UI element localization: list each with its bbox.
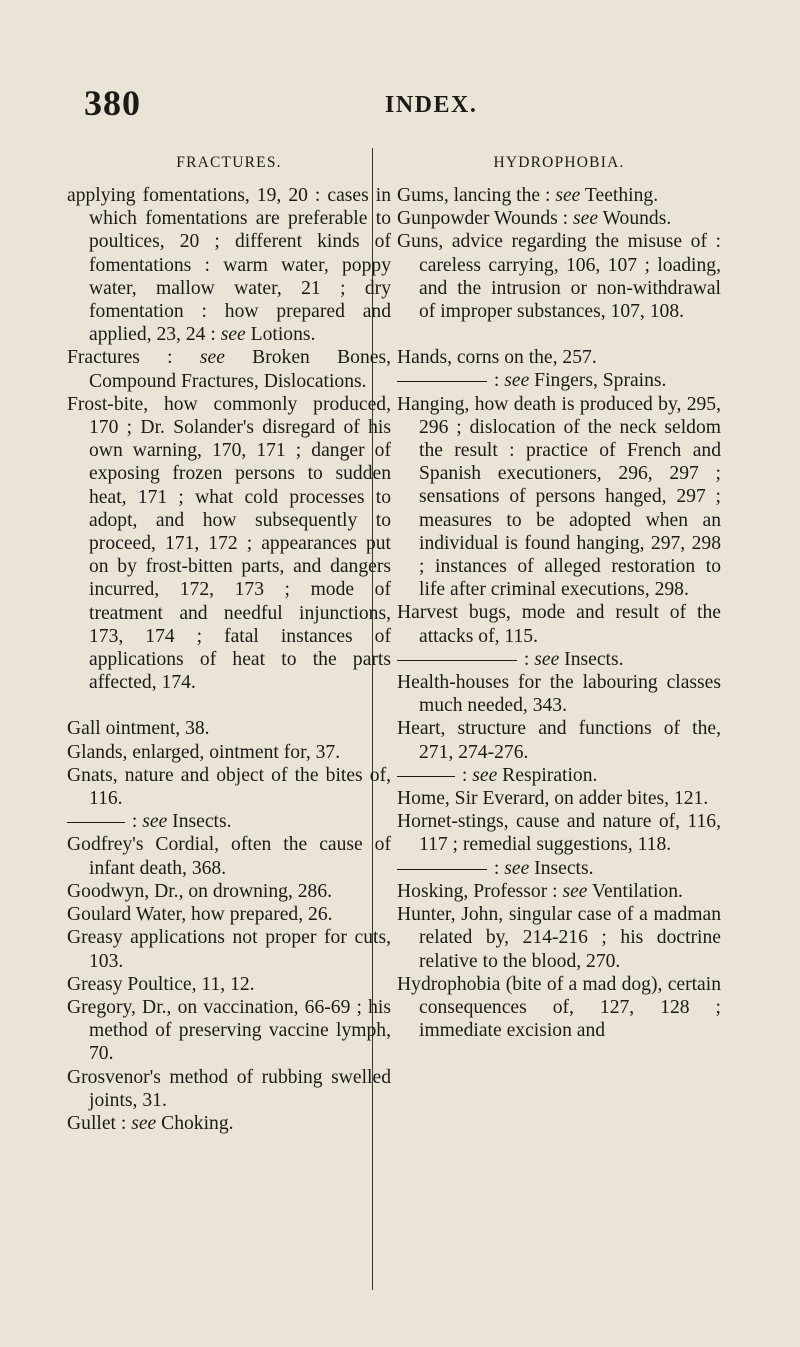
- running-head: INDEX.: [385, 92, 478, 118]
- left-column: [67, 154, 391, 1135]
- ditto-dash: [67, 822, 125, 823]
- index-entry: Guns, advice regarding the misuse of : careless carrying, 106, 107 ; loading, and the intrusion or non-withdrawal of improper substances, 107, 108.: [397, 231, 721, 323]
- page-header: [0, 82, 800, 122]
- index-entry: Hunter, John, singular case of a madman related by, 214-216 ; his doctrine relative to the blood, 270.: [397, 904, 721, 972]
- index-entry: Gunpowder Wounds : see Wounds.: [397, 208, 672, 230]
- index-entry: Gnats, nature and object of the bites of, 116.: [67, 764, 391, 810]
- page-number: 380: [84, 83, 141, 123]
- index-entry: Greasy applications not proper for cuts, 103.: [67, 927, 391, 972]
- index-entry: : see Insects.: [67, 810, 391, 833]
- index-entry: : see Insects.: [397, 857, 721, 880]
- ditto-dash: [397, 869, 487, 870]
- left-column-heading: FRACTURES.: [176, 154, 282, 171]
- index-entry: Harvest bugs, mode and result of the attacks of, 115.: [397, 602, 721, 647]
- index-entry: : see Fingers, Sprains.: [397, 369, 721, 392]
- index-entry: : see Respiration.: [397, 764, 721, 787]
- index-entry: Gums, lancing the : see Teething.: [397, 185, 659, 206]
- index-entry: Fractures : see Broken Bones, Compound Fractures, Dislocations.: [67, 347, 391, 392]
- index-entry: Hosking, Professor : see Ventilation.: [397, 880, 683, 902]
- right-column: [397, 154, 721, 1042]
- right-column-heading: HYDROPHOBIA.: [493, 154, 625, 171]
- ditto-dash: [397, 381, 487, 382]
- index-entry: Goodwyn, Dr., on drowning, 286.: [67, 880, 333, 902]
- ditto-dash: [397, 660, 517, 661]
- index-entry: Godfrey's Cordial, often the cause of infant death, 368.: [67, 834, 391, 879]
- spacer: [397, 323, 721, 346]
- index-entry: Hornet-stings, cause and nature of, 116, 117 ; remedial suggestions, 118.: [397, 811, 721, 856]
- index-entry: Gullet : see Choking.: [67, 1112, 234, 1134]
- ditto-dash: [397, 776, 455, 777]
- spacer: [67, 694, 391, 717]
- index-entry: Home, Sir Everard, on adder bites, 121.: [397, 788, 709, 810]
- index-entry: Gregory, Dr., on vaccination, 66-69 ; his method of preserving vaccine lymph, 70.: [67, 996, 391, 1065]
- index-entry: Grosvenor's method of rubbing swelled joints, 31.: [67, 1066, 391, 1111]
- index-entry: Hands, corns on the, 257.: [397, 347, 597, 369]
- index-entry: : see Insects.: [397, 648, 721, 671]
- index-entry: Glands, enlarged, ointment for, 37.: [67, 741, 341, 763]
- index-entry: Hydrophobia (bite of a mad dog), certain consequences of, 127, 128 ; immediate excision and: [397, 973, 721, 1042]
- index-entry: Frost-bite, how commonly produced, 170 ; Dr. Solander's disregard of his own warning, 170, 171 ; danger of exposing frozen persons to sudden heat, 171 ; what cold processes to adopt, and how subsequently to proceed, 171, 172 ; appearances put on by frost-bitten parts, and dangers incurred, 172, 173 ; mode of treatment and needful injunctions, 173, 174 ; fatal instances of applications of heat to the parts affected, 174.: [67, 393, 391, 694]
- index-entry: Gall ointment, 38.: [67, 718, 210, 740]
- index-entry: Greasy Poultice, 11, 12.: [67, 973, 255, 995]
- index-entry: Goulard Water, how prepared, 26.: [67, 904, 333, 926]
- index-entry: Heart, structure and functions of the, 271, 274-276.: [397, 718, 721, 763]
- index-entry: Hanging, how death is produced by, 295, 296 ; dislocation of the neck seldom the result : practice of French and Spanish executioners, 296, 297 ; sensations of persons hanged, 297 ; measures to be adopted when an individual is found hanging, 297, 298 ; instances of alleged restoration to life after criminal executions, 298.: [397, 393, 721, 601]
- index-entry: applying fomentations, 19, 20 : cases in which fomentations are preferable to poultices, 20 ; different kinds of fomentations : warm water, poppy water, mallow water, 21 ; dry fomentation : how prepared and applied, 23, 24 : see Lotions.: [67, 185, 391, 346]
- index-entry: Health-houses for the labouring classes much needed, 343.: [397, 672, 721, 717]
